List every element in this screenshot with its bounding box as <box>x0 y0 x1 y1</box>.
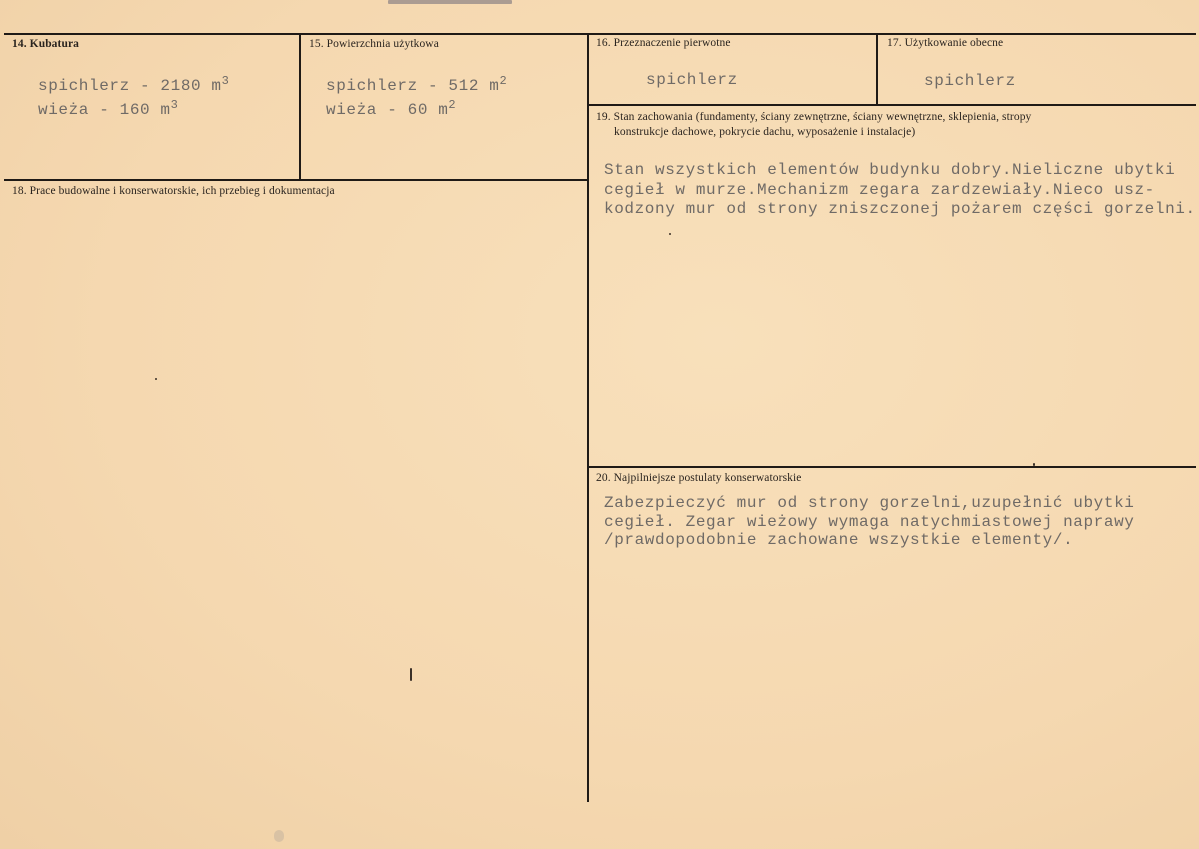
field-19-text-line2: cegieł w murze.Mechanizm zegara zardzewiały.Nieco usz- <box>604 181 1155 199</box>
divider-16-17 <box>876 34 878 106</box>
top-stamp-mark <box>388 0 512 4</box>
speck-mark <box>155 378 157 380</box>
field-17-value: spichlerz <box>924 72 1016 90</box>
speck-mark <box>274 830 284 842</box>
field-14-label: 14. Kubatura <box>12 38 80 50</box>
field-14-line2: wieża - 160 $m^3$ <box>38 98 179 119</box>
field-20-text-line1: Zabezpieczyć mur od strony gorzelni,uzupełnić ubytki <box>604 494 1135 512</box>
speck-mark <box>410 668 412 681</box>
field-20-text-line2: cegieł. Zegar wieżowy wymaga natychmiastowej naprawy <box>604 513 1135 531</box>
field-19-text-line3: kodzony mur od strony zniszczonej pożarem części gorzelni. <box>604 200 1196 218</box>
field-19-label-line1: 19. Stan zachowania (fundamenty, ściany zewnętrzne, ściany wewnętrzne, sklepienia, stropy <box>596 111 1032 123</box>
field-16-label: 16. Przeznaczenie pierwotne <box>596 37 731 49</box>
field-20-label: 20. Najpilniejsze postulaty konserwatorskie <box>596 472 802 484</box>
field-19-text-line1: Stan wszystkich elementów budynku dobry.Nieliczne ubytki <box>604 161 1176 179</box>
rule-under-16-17 <box>588 104 1196 106</box>
field-18-label: 18. Prace budowalne i konserwatorskie, ich przebieg i dokumentacja <box>12 185 335 197</box>
field-20-text-line3: /prawdopodobnie zachowane wszystkie elementy/. <box>604 531 1074 549</box>
divider-main <box>587 34 589 802</box>
rule-under-14-15 <box>4 179 588 181</box>
field-19-label-line2: konstrukcje dachowe, pokrycie dachu, wyposażenie i instalacje) <box>614 126 916 138</box>
field-15-line2: wieża - 60 $m^2$ <box>326 98 457 119</box>
speck-mark <box>669 233 671 235</box>
field-15-label: 15. Powierzchnia użytkowa <box>309 38 439 50</box>
field-15-line1: spichlerz - 512 $m^2$ <box>326 74 508 95</box>
field-14-line1: spichlerz - 2180 $m^3$ <box>38 74 230 95</box>
divider-14-15 <box>299 34 301 179</box>
rule-above-20 <box>588 466 1196 468</box>
speck-mark <box>1033 463 1035 466</box>
field-17-label: 17. Użytkowanie obecne <box>887 37 1004 49</box>
field-16-value: spichlerz <box>646 71 738 89</box>
top-rule <box>4 33 1196 35</box>
